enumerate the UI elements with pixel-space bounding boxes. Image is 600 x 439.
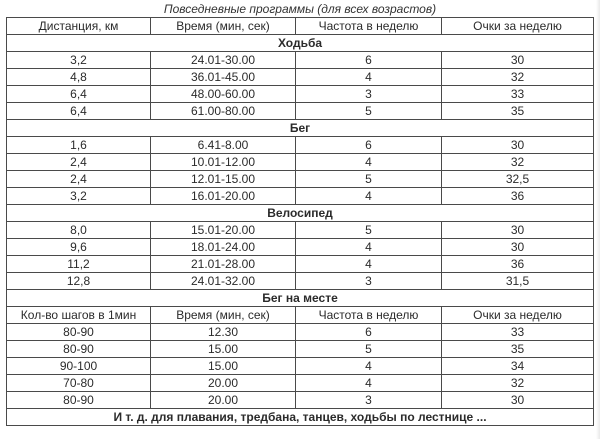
table-row xyxy=(7,171,594,188)
table-row xyxy=(7,86,594,103)
cell-time: 15.00 xyxy=(151,358,296,375)
table-row xyxy=(7,103,594,120)
header-time: Время (мин, сек) xyxy=(151,18,296,35)
cell-frequency: 4 xyxy=(296,375,442,392)
table-subheader-row xyxy=(7,307,594,324)
cell-distance: 6,4 xyxy=(7,103,151,120)
exercise-program-table xyxy=(6,17,594,426)
cell-points: 32,5 xyxy=(442,171,594,188)
cell-frequency: 5 xyxy=(296,222,442,239)
cell-time: 24.01-32.00 xyxy=(151,273,296,290)
cell-distance: 12,8 xyxy=(7,273,151,290)
cell-distance: 2,4 xyxy=(7,171,151,188)
table-footer-row xyxy=(7,409,594,426)
cell-frequency: 3 xyxy=(296,273,442,290)
cell-points: 33 xyxy=(442,324,594,341)
table-row xyxy=(7,69,594,86)
cell-frequency: 4 xyxy=(296,69,442,86)
cell-frequency: 5 xyxy=(296,103,442,120)
table-row xyxy=(7,341,594,358)
section-title: Велосипед xyxy=(7,205,594,222)
cell-time: 61.00-80.00 xyxy=(151,103,296,120)
table-row xyxy=(7,154,594,171)
cell-time: 24.01-30.00 xyxy=(151,52,296,69)
section-row-running xyxy=(7,120,594,137)
subheader-frequency: Частота в неделю xyxy=(296,307,442,324)
cell-distance: 3,2 xyxy=(7,52,151,69)
cell-frequency: 4 xyxy=(296,239,442,256)
cell-points: 30 xyxy=(442,222,594,239)
table-row xyxy=(7,273,594,290)
cell-frequency: 4 xyxy=(296,358,442,375)
cell-time: 12.01-15.00 xyxy=(151,171,296,188)
header-distance: Дистанция, км xyxy=(7,18,151,35)
cell-time: 20.00 xyxy=(151,375,296,392)
table-row xyxy=(7,52,594,69)
cell-distance: 11,2 xyxy=(7,256,151,273)
table-row xyxy=(7,222,594,239)
cell-distance: 8,0 xyxy=(7,222,151,239)
table-row xyxy=(7,375,594,392)
cell-frequency: 4 xyxy=(296,188,442,205)
cell-points: 32 xyxy=(442,154,594,171)
cell-points: 34 xyxy=(442,358,594,375)
header-frequency: Частота в неделю xyxy=(296,18,442,35)
cell-frequency: 4 xyxy=(296,256,442,273)
cell-time: 16.01-20.00 xyxy=(151,188,296,205)
cell-frequency: 5 xyxy=(296,171,442,188)
header-points: Очки за неделю xyxy=(442,18,594,35)
cell-distance: 9,6 xyxy=(7,239,151,256)
subheader-points: Очки за неделю xyxy=(442,307,594,324)
cell-points: 36 xyxy=(442,188,594,205)
table-row xyxy=(7,392,594,409)
cell-distance: 3,2 xyxy=(7,188,151,205)
table-row xyxy=(7,239,594,256)
subheader-steps: Кол-во шагов в 1мин xyxy=(7,307,151,324)
table-row xyxy=(7,137,594,154)
section-row-walking xyxy=(7,35,594,52)
section-row-cycling xyxy=(7,205,594,222)
cell-time: 21.01-28.00 xyxy=(151,256,296,273)
cell-time: 48.00-60.00 xyxy=(151,86,296,103)
cell-points: 30 xyxy=(442,52,594,69)
table-row xyxy=(7,358,594,375)
cell-points: 30 xyxy=(442,137,594,154)
cell-frequency: 3 xyxy=(296,86,442,103)
section-title: Бег на месте xyxy=(7,290,594,307)
footer-note: И т. д. для плавания, тредбана, танцев, ходьбы по лестнице ... xyxy=(7,409,594,426)
cell-steps: 80-90 xyxy=(7,341,151,358)
cell-distance: 1,6 xyxy=(7,137,151,154)
cell-points: 31,5 xyxy=(442,273,594,290)
cell-distance: 2,4 xyxy=(7,154,151,171)
cell-distance: 6,4 xyxy=(7,86,151,103)
cell-time: 15.01-20.00 xyxy=(151,222,296,239)
cell-time: 20.00 xyxy=(151,392,296,409)
cell-frequency: 6 xyxy=(296,324,442,341)
cell-time: 18.01-24.00 xyxy=(151,239,296,256)
cell-points: 32 xyxy=(442,375,594,392)
cell-time: 36.01-45.00 xyxy=(151,69,296,86)
section-row-running-in-place xyxy=(7,290,594,307)
cell-points: 32 xyxy=(442,69,594,86)
cell-time: 10.01-12.00 xyxy=(151,154,296,171)
right-edge-shadow xyxy=(596,0,600,439)
table-caption: Повседневные программы (для всех возрастов) xyxy=(163,2,437,16)
cell-steps: 80-90 xyxy=(7,324,151,341)
cell-points: 36 xyxy=(442,256,594,273)
table-row xyxy=(7,256,594,273)
section-title: Ходьба xyxy=(7,35,594,52)
cell-points: 35 xyxy=(442,103,594,120)
cell-frequency: 5 xyxy=(296,341,442,358)
cell-time: 6.41-8.00 xyxy=(151,137,296,154)
cell-frequency: 6 xyxy=(296,137,442,154)
table-row xyxy=(7,188,594,205)
cell-frequency: 6 xyxy=(296,52,442,69)
cell-time: 12.30 xyxy=(151,324,296,341)
cell-points: 35 xyxy=(442,341,594,358)
cell-points: 30 xyxy=(442,392,594,409)
cell-points: 30 xyxy=(442,239,594,256)
cell-frequency: 4 xyxy=(296,154,442,171)
cell-frequency: 3 xyxy=(296,392,442,409)
table-row xyxy=(7,324,594,341)
cell-steps: 90-100 xyxy=(7,358,151,375)
subheader-time: Время (мин, сек) xyxy=(151,307,296,324)
cell-points: 33 xyxy=(442,86,594,103)
section-title: Бег xyxy=(7,120,594,137)
cell-time: 15.00 xyxy=(151,341,296,358)
table-header-row xyxy=(7,18,594,35)
cell-distance: 4,8 xyxy=(7,69,151,86)
cell-steps: 70-80 xyxy=(7,375,151,392)
cell-steps: 80-90 xyxy=(7,392,151,409)
